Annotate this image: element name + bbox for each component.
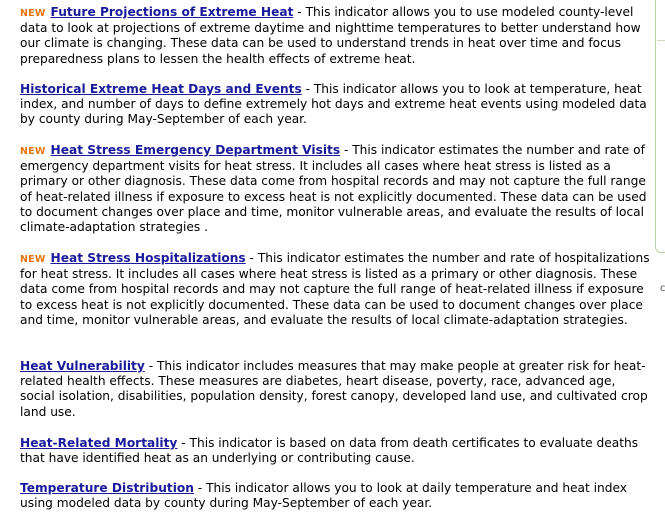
indicator-description: - This indicator allows you to use modeled county-level data to look at projections of extreme daytime and nighttime temperatures to better understand how our climate is changing. These data can be used to understand trends in heat over time and focus preparedness plans to lessen the health effects of extreme heat.: [20, 5, 641, 66]
link-heat-stress-emergency-department-visits[interactable]: Heat Stress Emergency Department Visits: [50, 143, 341, 157]
indicator-description: - This indicator allows you to look at temperature, heat index, and number of days to define extremely hot days and extreme heat events using modeled data by county during May-September of each year.: [20, 82, 647, 127]
new-badge: NEW: [20, 254, 46, 265]
new-badge: NEW: [20, 8, 46, 19]
indicator-item-temperature-distribution: [20, 481, 650, 511]
indicator-item-heat-stress-ed-visits: [20, 143, 650, 235]
right-panel-divider: [657, 40, 665, 41]
new-badge: NEW: [20, 146, 46, 157]
indicator-description: - This indicator estimates the number and rate of hospitalizations for heat stress. It includes all cases where heat stress is listed as a primary or other diagnosis. These data come from hospital records and may not capture the full range of heat-related illness if exposure to excess heat is not explicitly documented. These data can be used to document changes over place and time, monitor vulnerable areas, and evaluate the results of local climate-adaptation strategies.: [20, 251, 650, 327]
indicator-description: - This indicator is based on data from death certificates to evaluate deaths that have identified heat as an underlying or contributing cause.: [20, 436, 639, 466]
link-heat-stress-hospitalizations[interactable]: Heat Stress Hospitalizations: [50, 251, 246, 265]
right-side-panel-edge: [655, 0, 665, 253]
link-temperature-distribution[interactable]: Temperature Distribution: [20, 481, 194, 495]
indicator-item-heat-vulnerability: [20, 359, 650, 420]
link-heat-related-mortality[interactable]: Heat-Related Mortality: [20, 436, 178, 450]
indicator-description: - This indicator allows you to look at daily temperature and heat index using modeled data by county during May-September of each year.: [20, 481, 628, 511]
indicator-description: - This indicator includes measures that may make people at greater risk for heat-related health effects. These measures are diabetes, heart disease, poverty, race, advanced age, social isolation, disabilities, population density, forest canopy, developed land use, and cultivated crop land use.: [20, 359, 648, 419]
right-edge-glyph: c: [660, 283, 665, 294]
indicator-item-heat-related-mortality: [20, 436, 650, 466]
indicator-description: - This indicator estimates the number and rate of emergency department visits for heat stress. It includes all cases where heat stress is listed as a primary or other diagnosis. These data come from hospital records and may not capture the full range of heat-related illness if exposure to excess heat is not explicitly documented. These data can be used to document changes over place and time, monitor vulnerable areas, and evaluate the results of local climate-adaptation strategies .: [20, 143, 647, 235]
link-future-projections-of-extreme-heat[interactable]: Future Projections of Extreme Heat: [50, 5, 294, 19]
link-historical-extreme-heat-days-and-events[interactable]: Historical Extreme Heat Days and Events: [20, 82, 302, 96]
indicator-item-historical-extreme-heat: [20, 82, 650, 128]
link-heat-vulnerability[interactable]: Heat Vulnerability: [20, 359, 145, 373]
indicator-item-future-projections: [20, 5, 650, 67]
indicator-item-heat-stress-hospitalizations: [20, 251, 650, 328]
